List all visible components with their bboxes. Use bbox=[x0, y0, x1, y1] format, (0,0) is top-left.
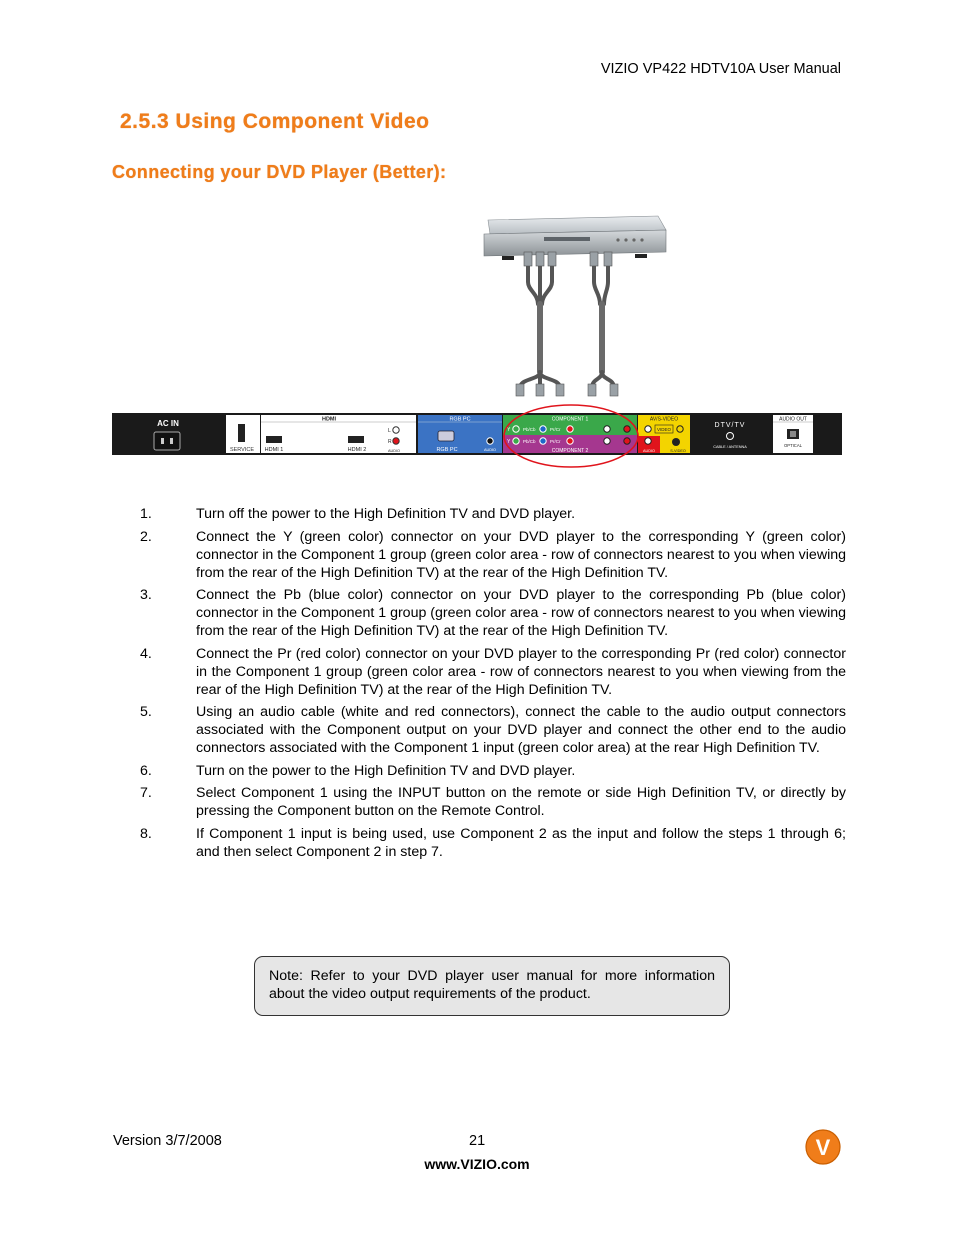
step-text: Connect the Y (green color) connector on your DVD player to the corresponding Y (green color) connector in the Component 1 group (green color area - row of connectors nearest to you when viewing from the rear of the High Definition TV) at the rear of the High Definition TV. bbox=[196, 528, 846, 581]
step-number: 7. bbox=[140, 785, 152, 801]
step-number: 5. bbox=[140, 704, 152, 720]
rgb-pc-port-label: RGB PC bbox=[436, 447, 458, 453]
hdmi2-port bbox=[348, 436, 364, 443]
component1-pr-label: Pr/Cr bbox=[550, 427, 561, 432]
tv-rear-panel bbox=[112, 405, 842, 467]
component2-pb-label: Pb/Cb bbox=[523, 439, 536, 444]
connection-diagram-svg bbox=[110, 212, 844, 474]
hdmi1-label: HDMI 1 bbox=[264, 447, 284, 453]
step-item bbox=[140, 586, 846, 640]
step-number: 8. bbox=[140, 825, 152, 842]
step-item bbox=[140, 762, 846, 780]
footer-version: Version 3/7/2008 bbox=[113, 1133, 222, 1149]
audio-cable-image bbox=[588, 252, 618, 396]
cable-antenna-label: CABLE / ANTENNA bbox=[713, 445, 747, 449]
component2-pr-label: Pr/Cr bbox=[550, 439, 561, 444]
dtv-tv-label: DTV/TV bbox=[714, 422, 746, 429]
dvd-player-image bbox=[484, 216, 666, 260]
hdmi1-port bbox=[266, 436, 282, 443]
step-item bbox=[140, 645, 846, 699]
hdmi-audio-l-label: L bbox=[388, 428, 391, 434]
step-item bbox=[140, 703, 846, 757]
logo-letter: V bbox=[815, 1135, 831, 1160]
section-title: 2.5.3 Using Component Video bbox=[120, 110, 430, 133]
step-item bbox=[140, 505, 846, 523]
av-s-video-label: AV/S-VIDEO bbox=[649, 416, 679, 423]
optical-label: OPTICAL bbox=[784, 443, 802, 448]
steps-list bbox=[140, 505, 846, 865]
step-text: Using an audio cable (white and red connectors), connect the cable to the audio output connectors associated with the Component output on your DVD player and connect the other end to the audio connectors associated with the Component 1 input (green color area) at the rear High Definition TV. bbox=[196, 704, 846, 756]
step-number: 6. bbox=[140, 762, 152, 779]
component-video-cable-image bbox=[516, 252, 564, 396]
step-text: Turn on the power to the High Definition TV and DVD player. bbox=[196, 762, 576, 779]
rgb-pc-label: RGB PC bbox=[449, 416, 471, 423]
av-audio-label: AUDIO bbox=[642, 449, 656, 453]
step-item bbox=[140, 784, 846, 820]
note-box: Note: Refer to your DVD player user manual for more information about the video output requirements of the product. bbox=[254, 956, 730, 1016]
vizio-logo-icon bbox=[804, 1128, 842, 1166]
ac-in-label: AC IN bbox=[157, 419, 179, 428]
step-text: If Component 1 input is being used, use Component 2 as the input and follow the steps 1 through 6; and then select Component 2 in step 7. bbox=[196, 825, 846, 860]
step-text: Connect the Pb (blue color) connector on your DVD player to the corresponding Pb (blue color) connector in the Component 1 group (green color area - row of connectors nearest to you when viewing from the rear of the High Definition TV) at the rear of the High Definition TV. bbox=[196, 587, 846, 639]
hdmi-audio-label: AUDIO bbox=[387, 449, 401, 453]
component1-pb-label: Pb/Cb bbox=[523, 427, 536, 432]
page-number: 21 bbox=[469, 1133, 486, 1149]
header-title: VIZIO VP422 HDTV10A User Manual bbox=[600, 61, 841, 77]
footer-url: www.VIZIO.com bbox=[424, 1156, 530, 1172]
service-label: SERVICE bbox=[229, 447, 255, 453]
step-text: Select Component 1 using the INPUT button on the remote or side High Definition TV, or directly by pressing the Component button on the Remote Control. bbox=[196, 785, 846, 819]
component1-y-label: Y bbox=[507, 427, 511, 433]
ac-in-section bbox=[154, 419, 180, 450]
step-text: Connect the Pr (red color) connector on your DVD player to the corresponding Pr (red color) connector in the Component 1 group (green color area - row of connectors nearest to you when viewing from the rear of the High Definition TV) at the rear of the High Definition TV. bbox=[196, 645, 846, 698]
component1-label: COMPONENT 1 bbox=[551, 416, 589, 423]
rgb-audio-label: AUDIO bbox=[483, 448, 497, 452]
step-item bbox=[140, 528, 846, 582]
audio-out-label: AUDIO OUT bbox=[779, 416, 807, 423]
step-number: 3. bbox=[140, 587, 152, 603]
section-subtitle: Connecting your DVD Player (Better): bbox=[112, 162, 447, 182]
hdmi-audio-r-label: R bbox=[388, 439, 392, 445]
step-number: 2. bbox=[140, 528, 152, 545]
step-item bbox=[140, 825, 846, 861]
component2-y-label: Y bbox=[507, 439, 511, 445]
component2-label: COMPONENT 2 bbox=[551, 448, 589, 454]
hdmi2-label: HDMI 2 bbox=[347, 447, 367, 453]
s-video-label: S-VIDEO bbox=[670, 449, 686, 453]
step-number: 1. bbox=[140, 506, 152, 522]
step-number: 4. bbox=[140, 645, 152, 662]
step-text: Turn off the power to the High Definition TV and DVD player. bbox=[196, 506, 576, 522]
hdmi-label: HDMI bbox=[321, 416, 337, 423]
av-video-label: VIDEO bbox=[656, 427, 672, 432]
connection-diagram bbox=[110, 212, 844, 474]
